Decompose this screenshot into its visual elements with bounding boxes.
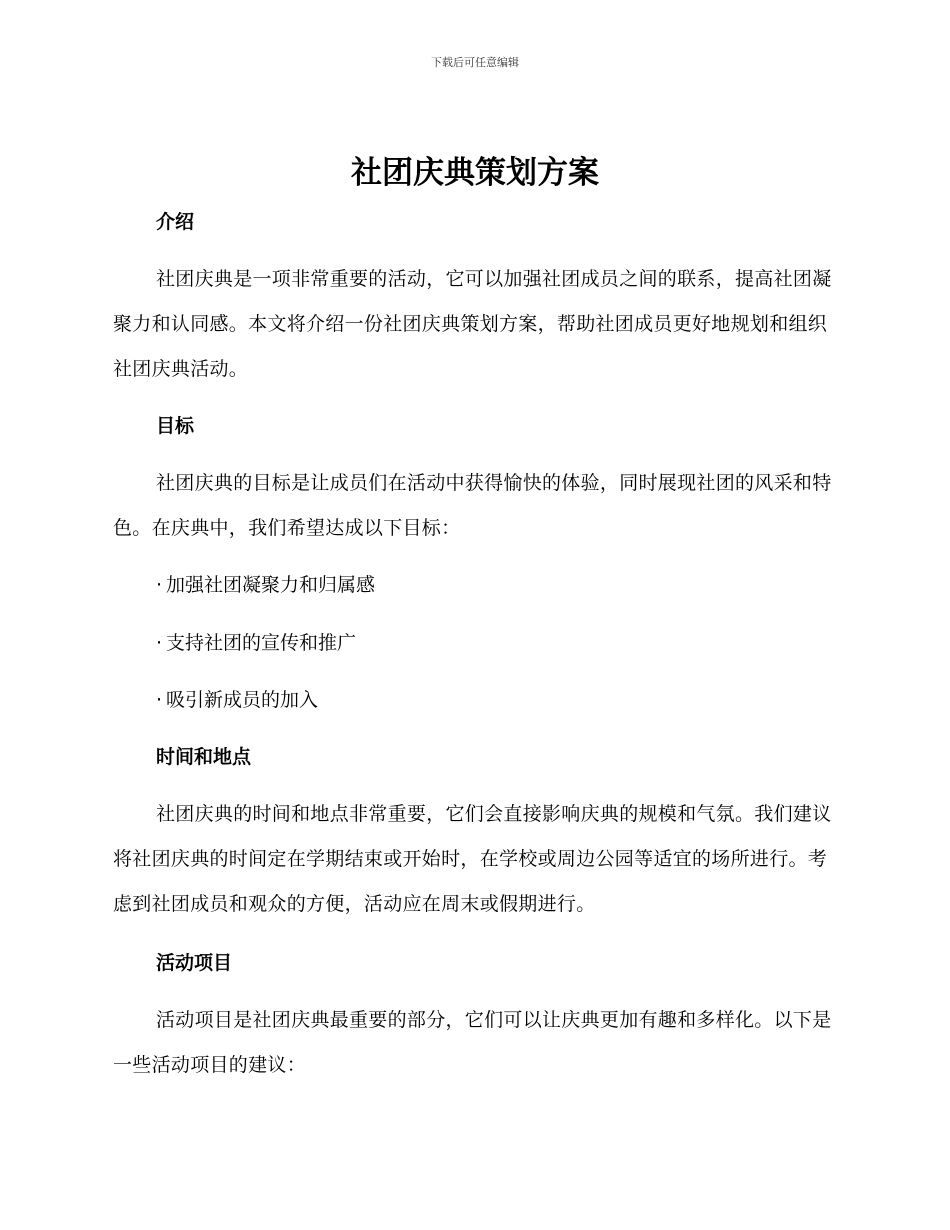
bullet-icon: · (156, 689, 163, 711)
section-heading-activities: 活动项目 (156, 952, 233, 974)
goals-paragraph: 社团庆典的目标是让成员们在活动中获得愉快的体验，同时展现社团的风采和特色。在庆典中，我们希望达成以下目标： (113, 472, 832, 539)
time-place-paragraph: 社团庆典的时间和地点非常重要，它们会直接影响庆典的规模和气氛。我们建议将社团庆典的时间定在学期结束或开始时，在学校或周边公园等适宜的场所进行。考虑到社团成员和观众的方便，活动应在周末或假期进行。 (113, 803, 832, 915)
intro-paragraph: 社团庆典是一项非常重要的活动，它可以加强社团成员之间的联系，提高社团凝聚力和认同感。本文将介绍一份社团庆典策划方案，帮助社团成员更好地规划和组织社团庆典活动。 (113, 268, 832, 380)
activities-paragraph: 活动项目是社团庆典最重要的部分，它们可以让庆典更加有趣和多样化。以下是一些活动项目的建议： (113, 1009, 832, 1076)
document-title: 社团庆典策划方案 (351, 155, 599, 191)
section-heading-goals: 目标 (156, 415, 195, 437)
goal-item-text: 支持社团的宣传和推广 (166, 632, 357, 654)
goal-item-text: 加强社团凝聚力和归属感 (166, 574, 376, 596)
bullet-icon: · (156, 632, 163, 654)
goal-list-item (156, 630, 356, 656)
section-heading-time-place: 时间和地点 (156, 746, 252, 768)
section-heading-intro: 介绍 (156, 211, 195, 233)
header-note: 下载后可任意编辑 (431, 56, 519, 69)
bullet-icon: · (156, 574, 163, 596)
goal-item-text: 吸引新成员的加入 (166, 689, 319, 711)
goal-list-item (156, 687, 318, 713)
goal-list-item (156, 572, 375, 598)
